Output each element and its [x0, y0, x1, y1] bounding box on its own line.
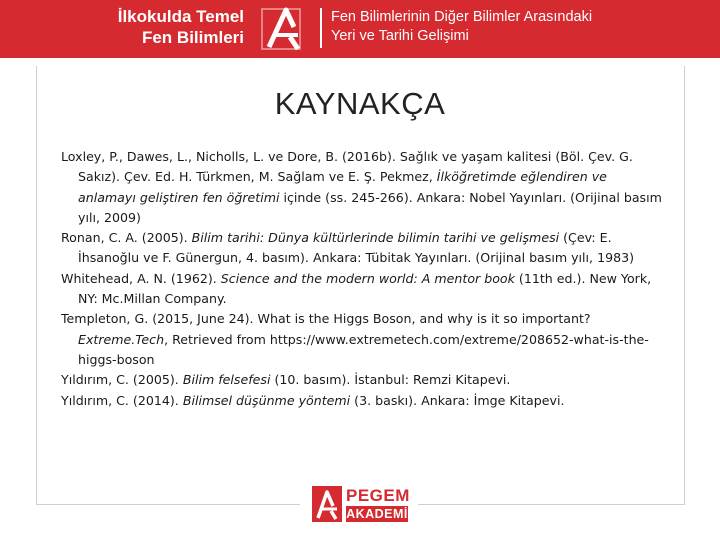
reference-item: [61, 309, 667, 370]
chapter-title-line-2: Yeri ve Tarihi Gelişimi: [331, 28, 469, 44]
reference-title: Bilimsel düşünme yöntemi: [182, 392, 351, 408]
book-title: [104, 6, 244, 48]
reference-item: [61, 370, 667, 390]
reference-text: (10. basım). İstanbul: Remzi Kitapevi.: [270, 372, 511, 388]
reference-title: Bilim tarihi: Dünya kültürlerinde bilimin tarihi ve gelişmesi: [191, 230, 560, 246]
book-title-line-2: Fen Bilimleri: [141, 28, 244, 47]
reference-item: [61, 391, 667, 411]
reference-title: Science and the modern world: A mentor book: [220, 270, 515, 286]
reference-text: içinde (ss. 245-266). Ankara: Nobel Yayınları. (Orijinal basım yılı, 2009): [78, 189, 662, 225]
reference-text: Loxley, P., Dawes, L., Nicholls, L. ve Dore, B. (2016b). Sağlık ve yaşam kalitesi (Böl. Çev. G. Sakız). Çev. Ed. H. Türkmen, M. Sağlam ve E. Ş. Pekmez,: [61, 149, 633, 185]
reference-text: (11th ed.). New York, NY: Mc.Millan Company.: [78, 270, 652, 307]
book-title-line-1: İlkokulda Temel: [117, 7, 244, 26]
footer-logo: [312, 486, 412, 526]
reference-title: İlköğretimde eğlendiren ve anlamayı geliştiren fen öğretimi: [78, 169, 607, 205]
reference-text: Ronan, C. A. (2005).: [61, 230, 192, 246]
reference-text: Yıldırım, C. (2005).: [61, 372, 183, 388]
reference-text: (Çev: E. İhsanoğlu ve F. Günergun, 4. basım). Ankara: Tübitak Yayınları. (Orijinal basım yılı, 1983): [78, 230, 635, 266]
reference-item: [61, 269, 667, 310]
chapter-title: [331, 8, 592, 46]
footer-brand-name: PEGEM: [346, 486, 410, 505]
reference-text: , Retrieved from https://www.extremetech.com/extreme/208652-what-is-the-higgs-boson: [78, 331, 649, 367]
reference-text: (3. baskı). Ankara: İmge Kitapevi.: [350, 392, 565, 408]
reference-text: Yıldırım, C. (2014).: [61, 392, 183, 408]
header-divider: [320, 8, 322, 48]
reference-title: Bilim felsefesi: [182, 372, 271, 388]
reference-text: Whitehead, A. N. (1962).: [61, 270, 221, 286]
header-banner: [0, 0, 720, 58]
reference-title: Extreme.Tech: [78, 331, 165, 347]
footer-brand-sub: AKADEMİ: [346, 507, 408, 521]
reference-item: [61, 147, 667, 228]
reference-text: Templeton, G. (2015, June 24). What is the Higgs Boson, and why is it so important?: [61, 311, 591, 327]
chapter-title-line-1: Fen Bilimlerinin Diğer Bilimler Arasındaki: [331, 9, 593, 25]
page-title: KAYNAKÇA: [274, 86, 446, 121]
pegem-a-footer-icon: [312, 486, 342, 522]
reference-item: [61, 228, 667, 269]
reference-list: [61, 147, 667, 411]
pegem-a-logo-icon: [254, 3, 310, 53]
